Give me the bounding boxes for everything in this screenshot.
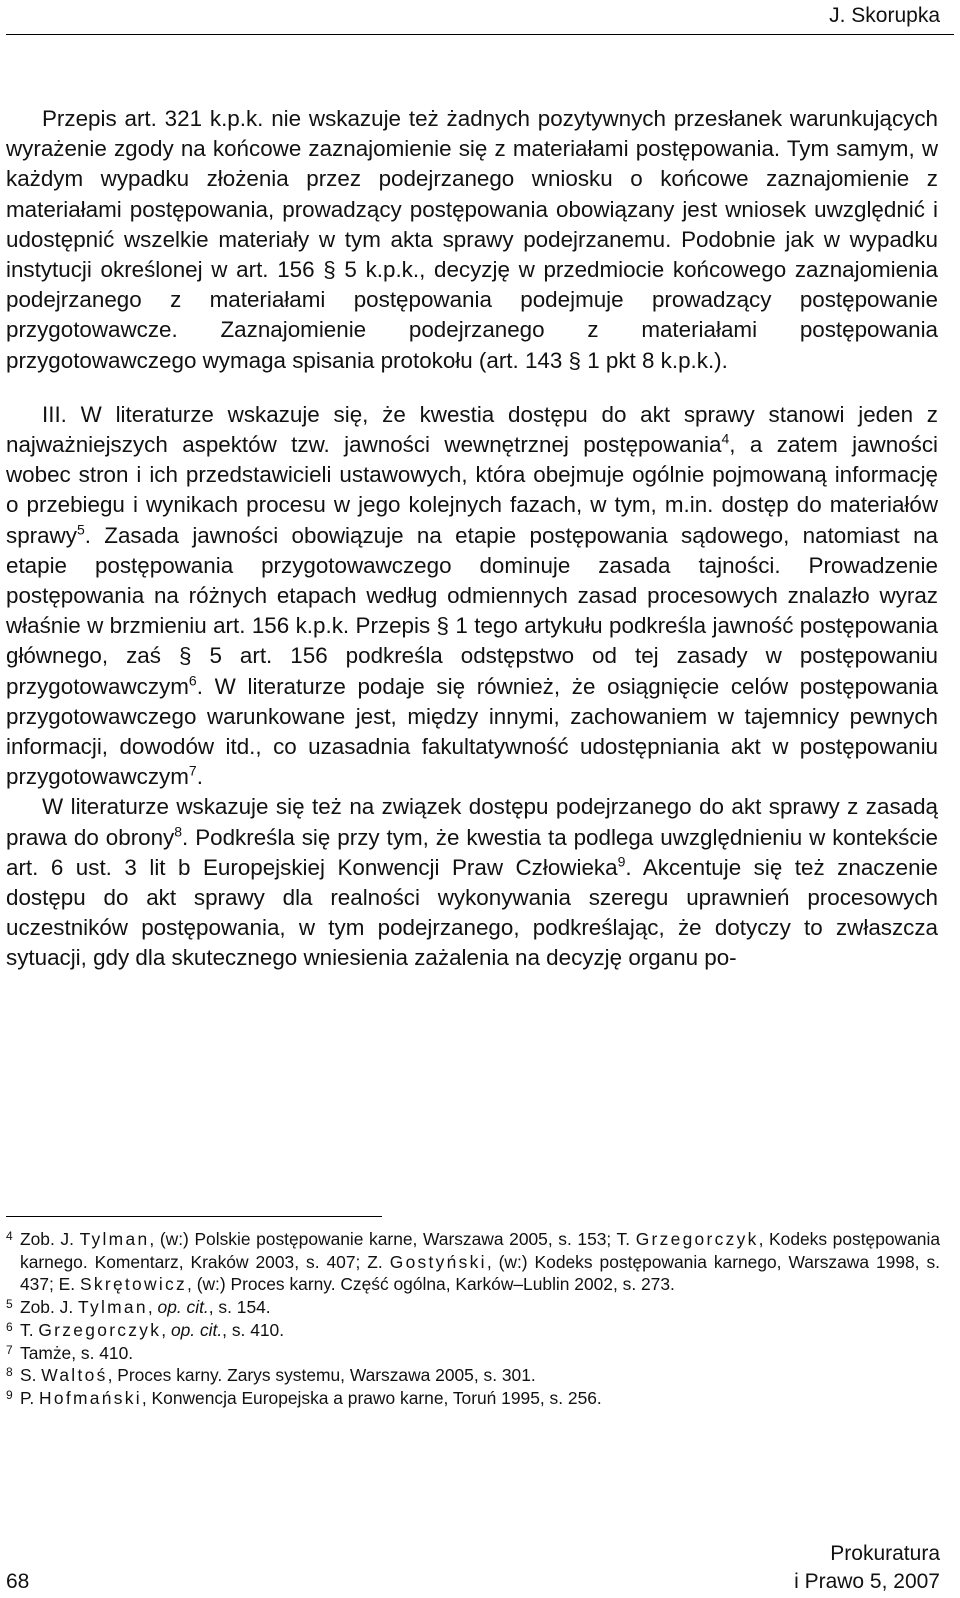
footnote-ref[interactable]: 9 (617, 853, 626, 870)
footnote-ref[interactable]: 5 (76, 521, 85, 538)
author-name: Hofmański (39, 1387, 142, 1408)
author-name: Tylman (79, 1229, 150, 1249)
author-name: Tylman (78, 1297, 148, 1318)
paragraph-text: Przepis art. 321 k.p.k. nie wskazuje też żadnych pozytywnych przesłanek warunkujących wyrażenie zgody na końcowe zaznajomienie się z materiałami postępowania. Tym samym, w każdym wypadku złożenia przez podejrzanego wniosku o końcowe zaznajomienie z materiałami postępowania, prowadzący postępowania obowiązany jest wniosek uwzględnić i udostępnić wszelkie materiały w tym akta sprawy podejrzanemu. Podobnie jak w wypadku instytucji określonej w art. 156 § 5 k.p.k., decyzję w przedmiocie końcowego zaznajomienia podejrzanego z materiałami postępowania podejmuje prowadzący postępowanie przygotowawcze. Zaznajomienie podejrzanego z materiałami postępowania przygotowawczego wymaga spisania protokołu (art. 143 § 1 pkt 8 k.p.k.). (6, 106, 938, 373)
page-header (0, 0, 960, 50)
footnote-text: , s. 410. (222, 1319, 285, 1340)
footnote-6 (6, 1319, 940, 1342)
footnote-text: , (w:) Kodeks postępowania karnego, Warszawa 1998, s. 437; E. (20, 1251, 940, 1295)
footnote-separator (6, 1216, 382, 1217)
footnote-text: P. (20, 1387, 40, 1408)
author-name: Skrętowicz (79, 1274, 188, 1295)
footnote-ref[interactable]: 7 (188, 762, 197, 779)
footnote-text: , Konwencja Europejska a prawo karne, Toruń 1995, s. 256. (141, 1387, 602, 1408)
paragraph-text: . (196, 764, 203, 790)
paragraph-text: W literaturze wskazuje się też na związek dostępu podejrzanego do akt sprawy z zasadą prawa do obrony (6, 794, 938, 850)
paragraph-text: . Zasada jawności obowiązuje na etapie postępowania sądowego, natomiast na etapie postępowania przygotowawczego dominuje zasada tajności. Prowadzenie postępowania na różnych etapach według odmiennych zasad procesowych znalazło wyraz właśnie w brzmieniu art. 156 k.p.k. Przepis § 1 tego artykułu podkreśla jawność postępowania głównego, zaś § 5 art. 156 podkreśla odstępstwo od tej zasady w postępowaniu przygotowawczym (6, 522, 938, 699)
op-cit: op. cit. (157, 1297, 209, 1318)
footnote-text: , (w:) Proces karny. Część ogólna, Karków–Lublin 2002, s. 273. (187, 1274, 675, 1295)
footnote-text: , (147, 1297, 158, 1318)
footnote-text: , Proces karny. Zarys systemu, Warszawa 2005, s. 301. (107, 1365, 536, 1386)
paragraph-text: , a zatem jawności wobec stron i ich przedstawicieli ustawowych, która obejmuje ogólnie pojmowaną informację o przebiegu i wynikach procesu w jego kolejnych fazach, w tym, m.in. dostęp do materiałów sprawy (6, 432, 938, 548)
footnotes (6, 1228, 940, 1410)
footnote-number: 5 (6, 1297, 13, 1312)
footnote-5 (6, 1296, 940, 1319)
paragraph-3 (6, 792, 938, 973)
footnote-number: 7 (6, 1342, 13, 1357)
footnote-4 (6, 1228, 940, 1296)
footnote-text: T. (20, 1319, 39, 1340)
footnote-ref[interactable]: 6 (188, 672, 197, 689)
paragraph-text: . Akcentuje się też znaczenie dostępu do akt sprawy dla realności wykonywania szeregu uprawnień procesowych uczestników postępowania, w tym podejrzanego, podkreślając, że dotyczy to zwłaszcza sytuacji, gdy dla skutecznego wniesienia zażalenia na decyzję organu po- (6, 854, 938, 971)
footnote-7 (6, 1342, 940, 1365)
author-name: Gostyński (389, 1251, 487, 1272)
header-rule (6, 34, 954, 35)
paragraph-1 (6, 104, 938, 376)
footnote-text: S. (20, 1365, 42, 1386)
footnote-text: , Kodeks postępowania karnego. Komentarz, Kraków 2003, s. 407; Z. (20, 1229, 940, 1272)
footnote-number: 4 (6, 1229, 13, 1243)
paragraph-text: . Podkreśla się przy tym, że kwestia ta podlega uwzględnieniu w kontekście art. 6 ust. 3 lit b Europejskiej Konwencji Praw Człowieka (6, 824, 938, 880)
footnote-text: , (w:) Polskie postępowanie karne, Warszawa 2005, s. 153; T. (149, 1229, 636, 1249)
journal-name (794, 1540, 940, 1596)
paragraph-text: . W literaturze podaje się również, że osiągnięcie celów postępowania przygotowawczego warunkowane jest, między innymi, zachowaniem w tajemnicy pewnych informacji, dowodów itd., co uzasadnia fakultatywność udostępniania akt w postępowaniu przygotowawczym (6, 673, 938, 790)
footnote-number: 8 (6, 1365, 13, 1380)
running-head-author: J. Skorupka (829, 4, 940, 27)
footnote-text: , (161, 1319, 171, 1340)
footnote-number: 9 (6, 1387, 13, 1402)
footnote-9 (6, 1387, 940, 1410)
author-name: Waltoś (41, 1365, 108, 1386)
journal-line-1: Prokuratura (830, 1542, 940, 1565)
footnote-ref[interactable]: 8 (174, 823, 183, 840)
page-number: 68 (6, 1570, 30, 1593)
paragraph-text: III. W literaturze wskazuje się, że kwestia dostępu do akt sprawy stanowi jeden z najważniejszych aspektów tzw. jawności wewnętrznej postępowania (6, 401, 938, 458)
footnote-text: Tamże, s. 410. (20, 1342, 134, 1363)
footnote-ref[interactable]: 4 (721, 430, 730, 447)
paragraph-2 (6, 400, 938, 793)
author-name: Grzegorczyk (635, 1229, 759, 1249)
journal-line-2: i Prawo 5, 2007 (794, 1570, 940, 1593)
op-cit: op. cit. (170, 1319, 223, 1340)
main-text (6, 104, 938, 974)
footnote-text: Zob. J. (20, 1297, 78, 1318)
footnote-8 (6, 1364, 940, 1387)
footnote-text: Zob. J. (20, 1229, 80, 1249)
author-name: Grzegorczyk (38, 1319, 162, 1340)
footnote-text: , s. 154. (208, 1297, 271, 1318)
footnote-number: 6 (6, 1319, 13, 1334)
